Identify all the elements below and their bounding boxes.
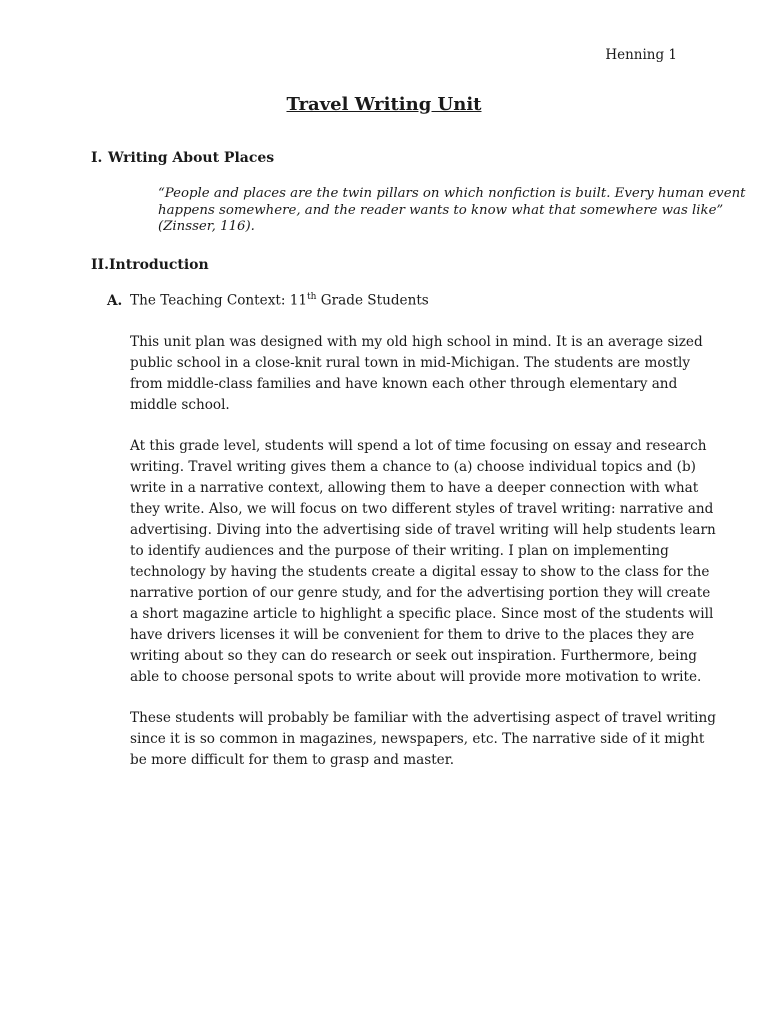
paragraph-line: they write. Also, we will focus on two different styles of travel writing: narrative and [130,501,714,517]
paragraph-line: technology by having the students create a digital essay to show to the class for the [130,564,710,580]
document-title: Travel Writing Unit [286,94,482,115]
paragraph-familiarity [130,708,716,771]
quote-line: (Zinsser, 116). [158,219,255,235]
paragraph-line: to identify audiences and the purpose of their writing. I plan on implementing [130,543,669,559]
section-heading-writing-about-places [91,150,274,166]
paragraph-line: writing about so they can do research or seek out inspiration. Furthermore, being [130,648,697,664]
paragraph-line: advertising. Diving into the advertising side of travel writing will help students learn [130,522,716,538]
paragraph-line: At this grade level, students will spend a lot of time focusing on essay and research [130,438,707,454]
page-header: Henning 1 [605,47,677,63]
subsection-label: The Teaching Context: 11 [130,292,308,309]
paragraph-line: write in a narrative context, allowing them to have a deeper connection with what [130,480,699,496]
subsection-label-end: Grade Students [316,292,429,309]
section-title: Introduction [109,257,209,273]
section-title: Writing About Places [108,150,275,166]
paragraph-grade-level [130,436,716,688]
paragraph-line: This unit plan was designed with my old high school in mind. It is an average sized [130,334,703,350]
quote-line: “People and places are the twin pillars on which nonfiction is built. Every human event [158,186,746,201]
section-heading-introduction [91,257,209,273]
ordinal-suffix: th [307,292,317,302]
subsection-letter: A. [107,292,123,309]
section-number: II. [91,257,109,273]
paragraph-school-description [130,332,703,416]
paragraph-line: narrative portion of our genre study, and for the advertising portion they will create [130,585,711,601]
subsection-teaching-context [107,292,429,309]
quote-line: happens somewhere, and the reader wants to know what that somewhere was like” [158,202,724,218]
paragraph-line: public school in a close-knit rural town in mid-Michigan. The students are mostly [130,355,691,371]
paragraph-line: able to choose personal spots to write about will provide more motivation to write. [130,669,702,685]
paragraph-line: writing. Travel writing gives them a chance to (a) choose individual topics and (b) [130,459,696,475]
epigraph-quote [158,186,746,236]
paragraph-line: from middle-class families and have known each other through elementary and [130,376,678,392]
paragraph-line: be more difficult for them to grasp and master. [130,752,455,768]
paragraph-line: a short magazine article to highlight a specific place. Since most of the students will [130,606,714,622]
paragraph-line: These students will probably be familiar with the advertising aspect of travel writing [130,710,716,726]
paragraph-line: have drivers licenses it will be convenient for them to drive to the places they are [130,627,695,643]
paragraph-line: middle school. [130,397,230,413]
paragraph-line: since it is so common in magazines, newspapers, etc. The narrative side of it might [130,731,705,747]
section-number: I. [91,150,103,166]
